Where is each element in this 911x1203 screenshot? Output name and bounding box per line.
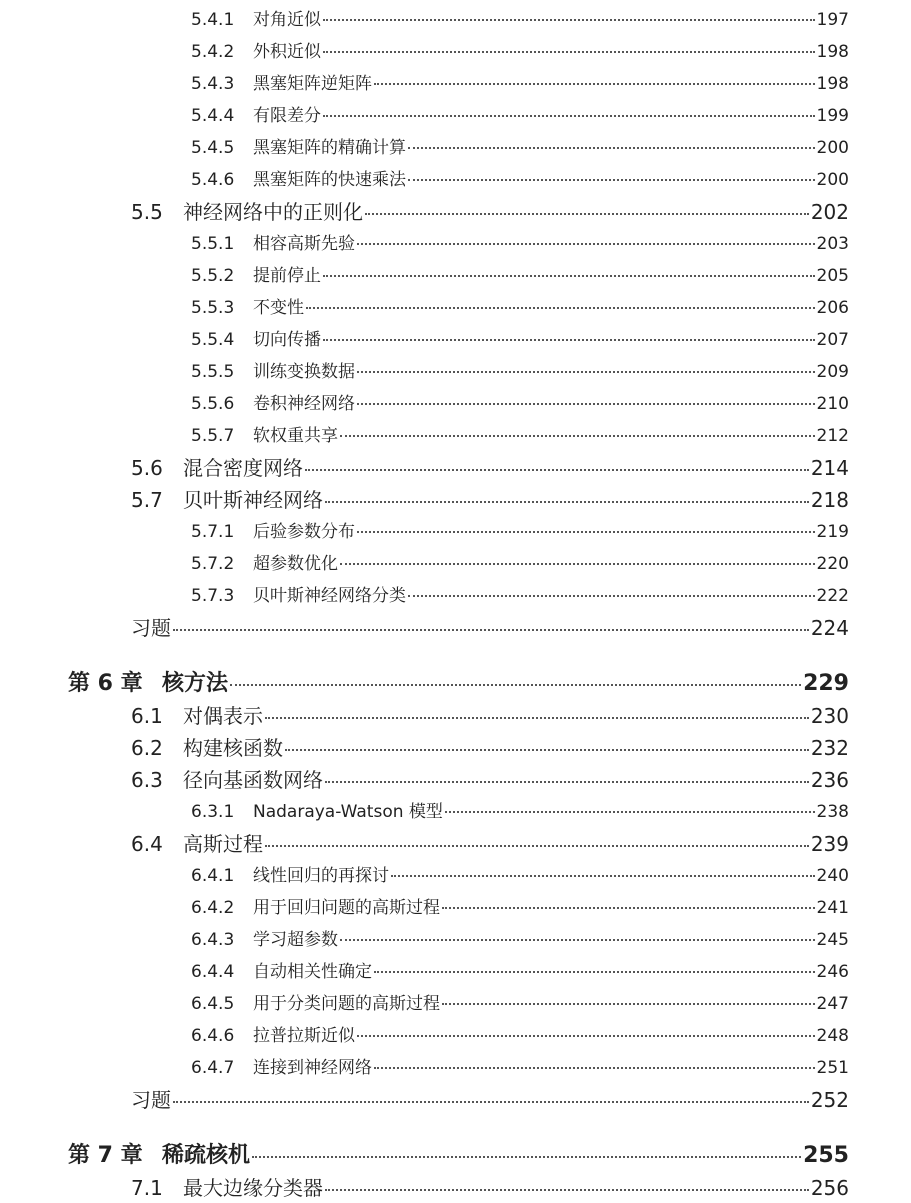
entry-number: 6.4.7 [191, 1058, 235, 1078]
dot-leader [357, 531, 815, 533]
dot-leader [265, 845, 809, 847]
entry-title: 黑塞矩阵的精确计算 [253, 138, 406, 158]
chapter-number: 第 7 章 [68, 1143, 143, 1168]
dot-leader [442, 1003, 815, 1005]
page-number: 236 [810, 768, 849, 792]
page-number: 202 [810, 200, 849, 224]
entry-number: 5.7.3 [191, 586, 235, 606]
entry-title: 相容高斯先验 [253, 234, 355, 254]
entry-title: 黑塞矩阵逆矩阵 [253, 74, 372, 94]
toc-entry [191, 581, 849, 606]
entry-number: 6.4.2 [191, 898, 235, 918]
page-number: 252 [810, 1088, 849, 1112]
dot-leader [173, 629, 809, 631]
dot-leader [323, 51, 815, 53]
entry-number: 5.5 [131, 200, 163, 224]
dot-leader [445, 811, 815, 813]
entry-number: 5.4.3 [191, 74, 235, 94]
page-number: 256 [810, 1176, 849, 1200]
entry-title: 混合密度网络 [183, 456, 303, 480]
dot-leader [340, 939, 815, 941]
entry-number: 5.4.1 [191, 10, 235, 30]
dot-leader [442, 907, 815, 909]
page-number: 207 [816, 330, 849, 350]
dot-leader [340, 435, 815, 437]
toc-entry [191, 69, 849, 94]
dot-leader [306, 307, 815, 309]
entry-number: 6.1 [131, 704, 163, 728]
entry-title: 贝叶斯神经网络 [183, 488, 323, 512]
entry-title: 卷积神经网络 [253, 394, 355, 414]
entry-title: 用于回归问题的高斯过程 [253, 898, 440, 918]
entry-title: Nadaraya-Watson 模型 [253, 802, 443, 822]
page-number: 222 [816, 586, 849, 606]
entry-title: 贝叶斯神经网络分类 [253, 586, 406, 606]
entry-title: 外积近似 [253, 42, 321, 62]
toc-entry [191, 549, 849, 574]
toc-entry [191, 101, 849, 126]
entry-number: 6.2 [131, 736, 163, 760]
dot-leader [391, 875, 815, 877]
toc-entry [131, 1172, 849, 1201]
page-number: 247 [816, 994, 849, 1014]
page-number: 220 [816, 554, 849, 574]
toc-entry [191, 5, 849, 30]
entry-title: 最大边缘分类器 [183, 1176, 323, 1200]
entry-number: 5.5.7 [191, 426, 235, 446]
entry-number: 5.5.5 [191, 362, 235, 382]
page-number: 251 [816, 1058, 849, 1078]
toc-entry [131, 452, 849, 481]
dot-leader [374, 83, 815, 85]
dot-leader [323, 339, 815, 341]
dot-leader [323, 275, 815, 277]
entry-title: 神经网络中的正则化 [183, 200, 363, 224]
entry-title: 训练变换数据 [253, 362, 355, 382]
page-number: 245 [816, 930, 849, 950]
entry-title: 径向基函数网络 [183, 768, 323, 792]
toc-entry [191, 261, 849, 286]
dot-leader [374, 1067, 815, 1069]
toc-entry [191, 797, 849, 822]
toc-entry [191, 293, 849, 318]
page-number: 218 [810, 488, 849, 512]
page-number: 246 [816, 962, 849, 982]
page-number: 199 [816, 106, 849, 126]
dot-leader [357, 371, 815, 373]
page-number: 205 [816, 266, 849, 286]
entry-number: 5.5.2 [191, 266, 235, 286]
page-number: 200 [816, 170, 849, 190]
page-number: 209 [816, 362, 849, 382]
entry-number: 5.7.2 [191, 554, 235, 574]
entry-title: 习题 [131, 616, 171, 640]
page-number: 255 [803, 1143, 849, 1168]
dot-leader [408, 179, 815, 181]
entry-title: 自动相关性确定 [253, 962, 372, 982]
dot-leader [265, 717, 809, 719]
entry-number: 5.4.6 [191, 170, 235, 190]
chapter-title: 稀疏核机 [162, 1143, 251, 1168]
toc-chapter [68, 1138, 849, 1169]
toc-entry [191, 893, 849, 918]
toc-entry-exercises [131, 1084, 849, 1113]
entry-number: 6.3 [131, 768, 163, 792]
entry-title: 拉普拉斯近似 [253, 1026, 355, 1046]
toc-entry [131, 484, 849, 513]
entry-title: 高斯过程 [183, 832, 263, 856]
toc-entry [131, 764, 849, 793]
chapter-title: 核方法 [162, 671, 229, 696]
toc-entry [191, 1021, 849, 1046]
toc-entry [191, 421, 849, 446]
entry-title: 线性回归的再探讨 [253, 866, 389, 886]
entry-title: 构建核函数 [183, 736, 283, 760]
toc-entry [191, 165, 849, 190]
dot-leader [357, 403, 815, 405]
toc-entry [191, 133, 849, 158]
toc-chapter [68, 666, 849, 697]
dot-leader [325, 1189, 809, 1191]
dot-leader [305, 469, 809, 471]
page-number: 200 [816, 138, 849, 158]
dot-leader [357, 1035, 815, 1037]
page-number: 224 [810, 616, 849, 640]
dot-leader [323, 19, 815, 21]
dot-leader [325, 781, 809, 783]
entry-number: 5.7.1 [191, 522, 235, 542]
page-number: 198 [816, 74, 849, 94]
entry-number: 7.1 [131, 1176, 163, 1200]
entry-number: 5.6 [131, 456, 163, 480]
page-number: 232 [810, 736, 849, 760]
page-number: 212 [816, 426, 849, 446]
entry-number: 5.4.4 [191, 106, 235, 126]
dot-leader [357, 243, 815, 245]
page-number: 248 [816, 1026, 849, 1046]
page-number: 206 [816, 298, 849, 318]
entry-title: 超参数优化 [253, 554, 338, 574]
entry-number: 6.4.6 [191, 1026, 235, 1046]
toc-entry [191, 989, 849, 1014]
dot-leader [230, 684, 801, 686]
entry-title: 连接到神经网络 [253, 1058, 372, 1078]
page-number: 198 [816, 42, 849, 62]
entry-title: 切向传播 [253, 330, 321, 350]
entry-number: 5.4.2 [191, 42, 235, 62]
entry-title: 黑塞矩阵的快速乘法 [253, 170, 406, 190]
page-number: 229 [803, 671, 849, 696]
page-number: 203 [816, 234, 849, 254]
toc-entry [191, 229, 849, 254]
entry-title: 软权重共享 [253, 426, 338, 446]
toc-entry [191, 357, 849, 382]
toc-entry [191, 1053, 849, 1078]
entry-number: 6.4.1 [191, 866, 235, 886]
entry-title: 不变性 [253, 298, 304, 318]
page-number: 238 [816, 802, 849, 822]
entry-title: 后验参数分布 [253, 522, 355, 542]
entry-number: 6.4.5 [191, 994, 235, 1014]
toc-entry [191, 861, 849, 886]
toc-entry [191, 957, 849, 982]
toc-entry [191, 37, 849, 62]
entry-title: 学习超参数 [253, 930, 338, 950]
dot-leader [365, 213, 809, 215]
page-number: 239 [810, 832, 849, 856]
toc-entry [191, 389, 849, 414]
toc-entry [131, 732, 849, 761]
page-number: 210 [816, 394, 849, 414]
page-number: 241 [816, 898, 849, 918]
page-number: 197 [816, 10, 849, 30]
toc-entry [131, 828, 849, 857]
dot-leader [408, 595, 815, 597]
toc-entry [131, 196, 849, 225]
entry-title: 用于分类问题的高斯过程 [253, 994, 440, 1014]
entry-title: 习题 [131, 1088, 171, 1112]
dot-leader [325, 501, 809, 503]
page-number: 219 [816, 522, 849, 542]
page-number: 230 [810, 704, 849, 728]
entry-title: 对偶表示 [183, 704, 263, 728]
chapter-number: 第 6 章 [68, 671, 143, 696]
entry-number: 5.5.6 [191, 394, 235, 414]
dot-leader [374, 971, 815, 973]
dot-leader [323, 115, 815, 117]
toc-entry-exercises [131, 612, 849, 641]
dot-leader [252, 1156, 801, 1158]
entry-number: 6.3.1 [191, 802, 235, 822]
entry-number: 6.4.4 [191, 962, 235, 982]
entry-title: 有限差分 [253, 106, 321, 126]
entry-number: 5.5.1 [191, 234, 235, 254]
toc-entry [191, 517, 849, 542]
dot-leader [408, 147, 815, 149]
entry-number: 5.5.3 [191, 298, 235, 318]
entry-number: 5.4.5 [191, 138, 235, 158]
dot-leader [285, 749, 809, 751]
entry-title: 提前停止 [253, 266, 321, 286]
page-number: 240 [816, 866, 849, 886]
dot-leader [173, 1101, 809, 1103]
entry-title: 对角近似 [253, 10, 321, 30]
entry-number: 6.4 [131, 832, 163, 856]
toc-entry [191, 925, 849, 950]
page-number: 214 [810, 456, 849, 480]
entry-number: 6.4.3 [191, 930, 235, 950]
entry-number: 5.5.4 [191, 330, 235, 350]
dot-leader [340, 563, 815, 565]
entry-number: 5.7 [131, 488, 163, 512]
toc-entry [131, 700, 849, 729]
toc-entry [191, 325, 849, 350]
